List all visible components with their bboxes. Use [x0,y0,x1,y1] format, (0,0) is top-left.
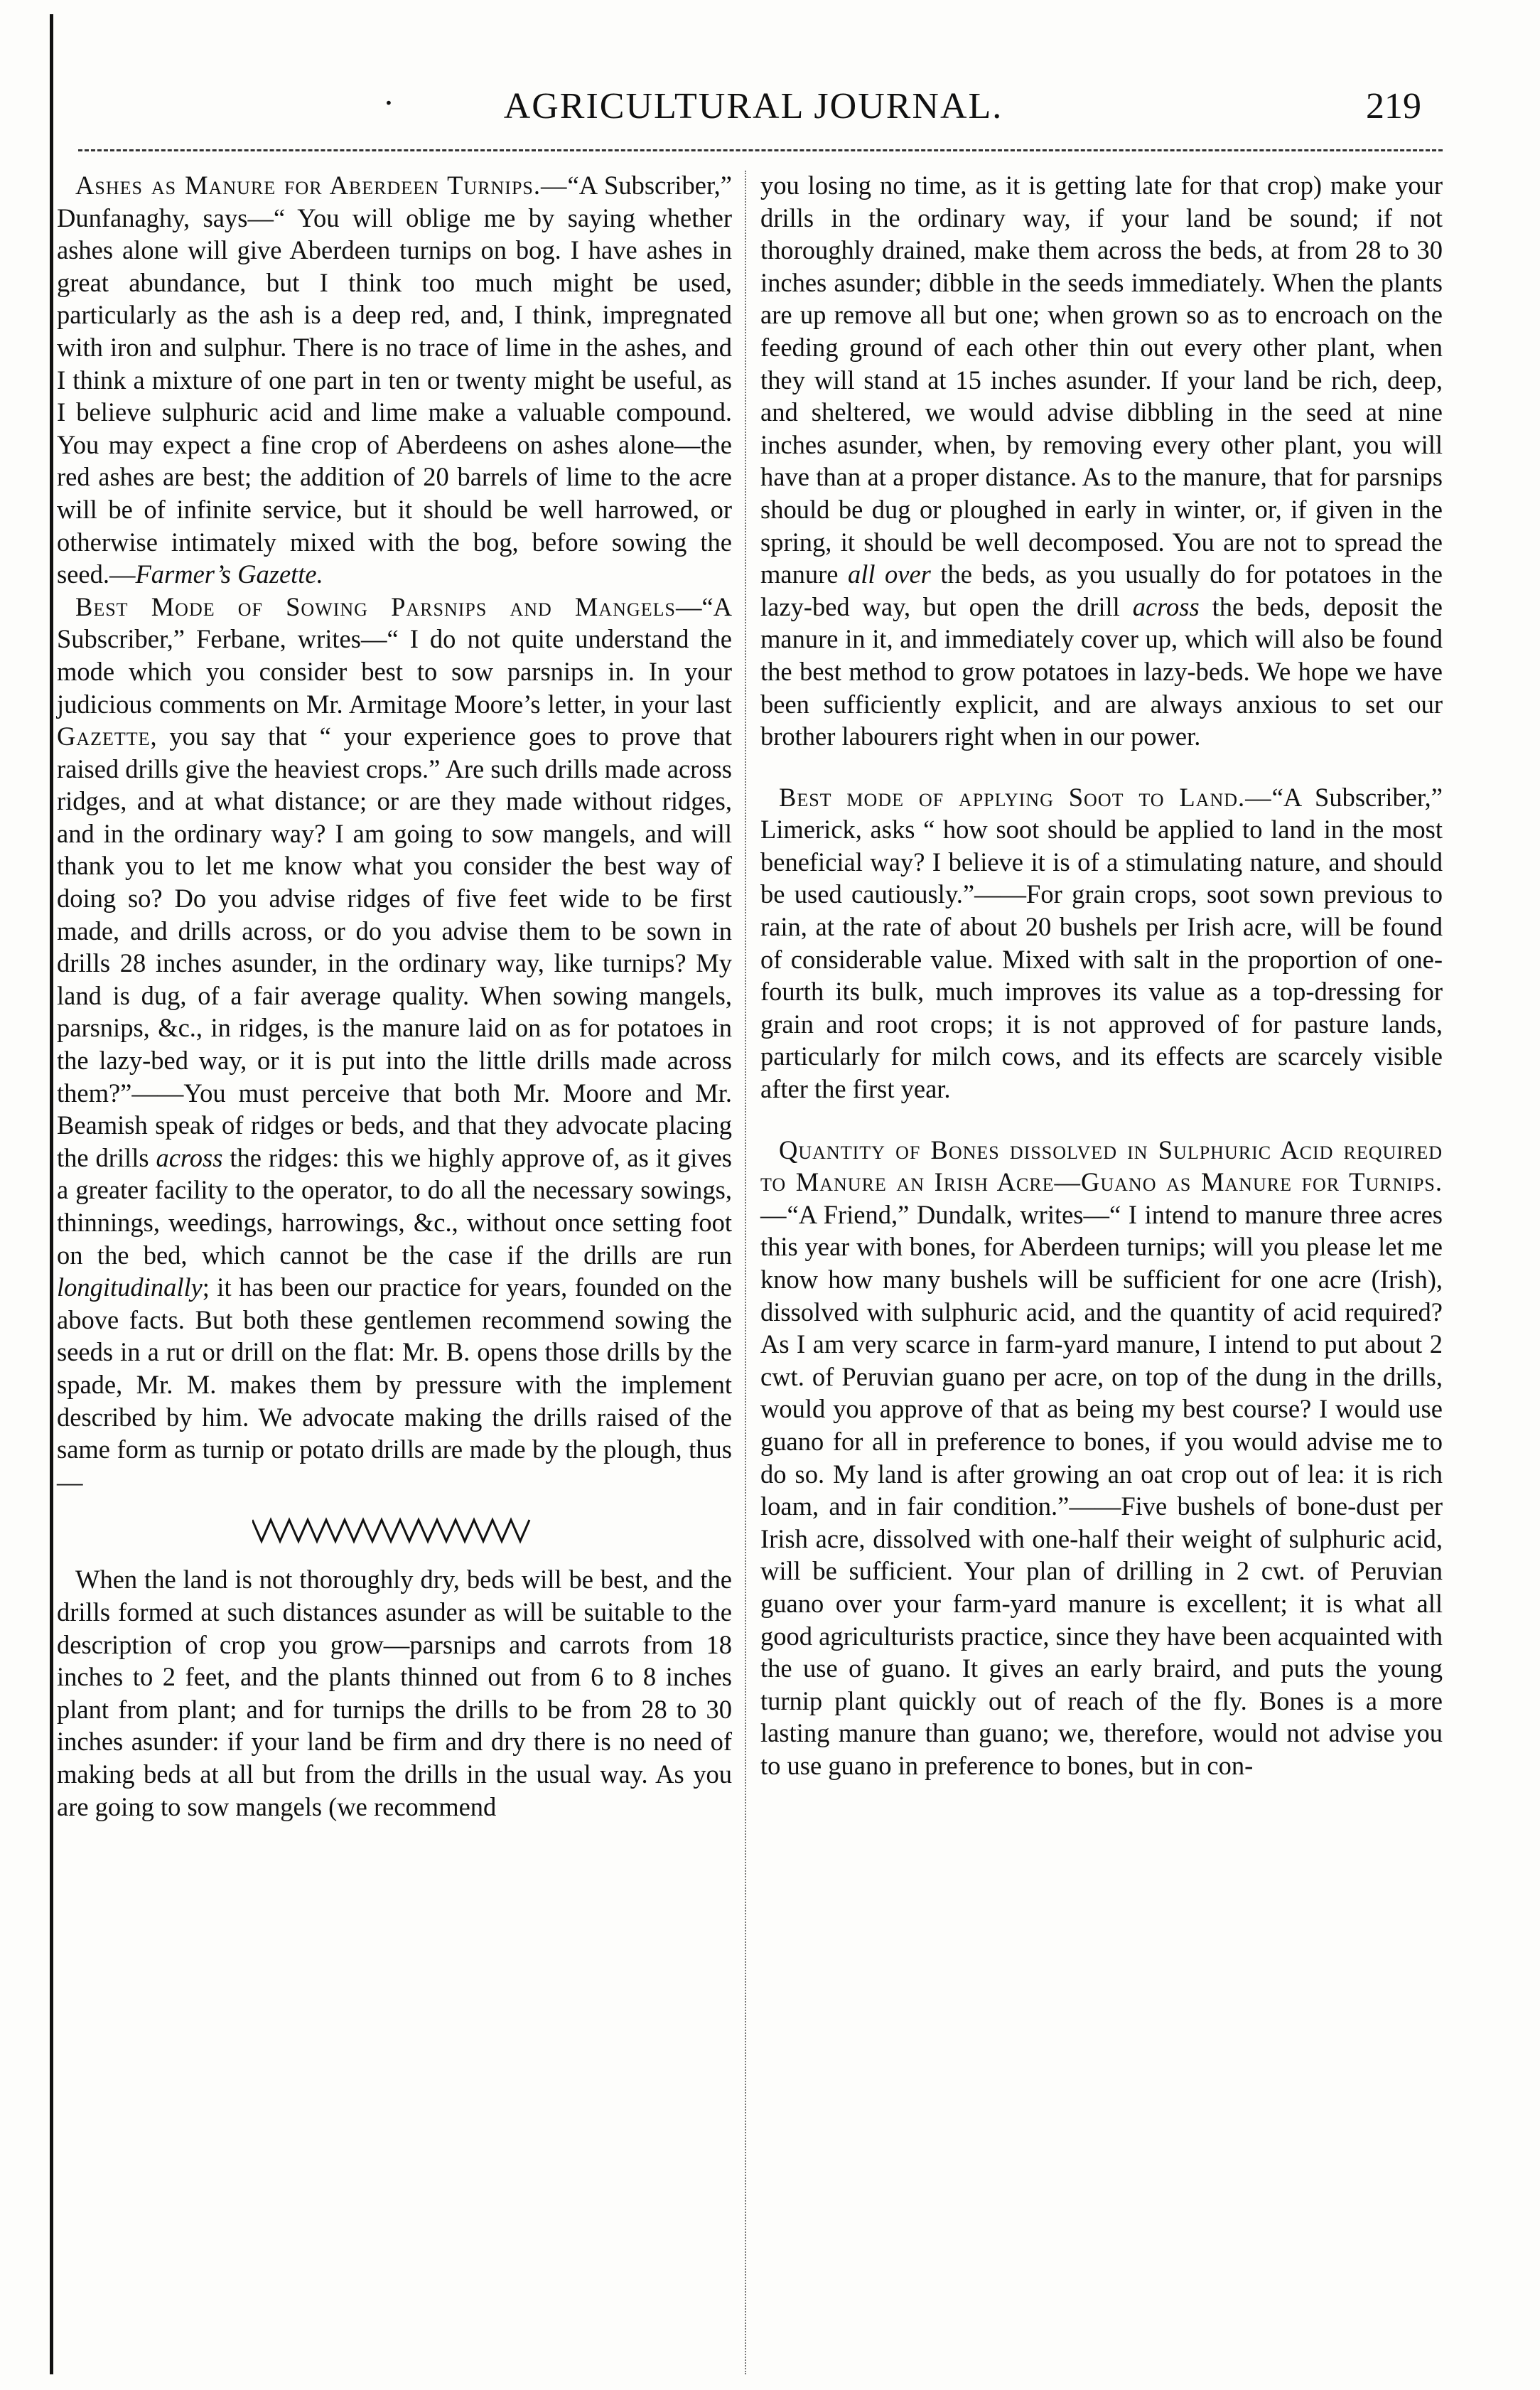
right-column [760,169,1443,1782]
gazette-reference: Gazette [57,722,151,751]
article-body: “A Subscriber,” Dunfanaghy, says—“ You will oblige me by saying whether ashes alone will give Aberdeen turnips on bog. I have ashes in great abundance, but I think too much might be used, particularly as the ash is a deep red, and, I think, impregnated with iron and sulphur. There is no trace of lime in the ashes, and I think a mixture of one part in ten or twenty might be useful, as I believe sulphuric acid and lime make a valuable compound. You may expect a fine crop of Aberdeens on ashes alone—the red ashes are best; the addition of 20 barrels of lime to the acre will be of infinite service, but it should be well harrowed, or otherwise intimately mixed with the bog, before sowing the seed.— [57,171,732,589]
header-rule [78,149,1443,151]
article-heading: Ashes as Manure for Aberdeen Turnips.— [75,171,568,200]
article-body: “A Friend,” Dundalk, writes—“ I intend to manure three acres this year with bones, for Aberdeen turnips; will you please let me know how many bushels will be sufficient for one acre (Irish), dissolved with sulphuric acid, and the quantity of acid required? As I am very scarce in farm-yard manure, I intend to put about 2 cwt. of Peruvian guano per acre, on top of the dung in the drills, would you approve of that as being my best course? I would use guano for all in preference to bones, if you would advise me to do so. My land is after growing an oat crop out of lea: it is rich loam, and in fair condition.”——Five bushels of bone-dust per Irish acre, dissolved with one-half their weight of sulphuric acid, will be sufficient. Your plan of drilling in 2 cwt. of Peruvian guano over your farm-yard manure is excellent; it is what all good agriculturists practice, since they have been acquainted with the use of guano. It gives an early braird, and puts the young turnip plant quickly out of reach of the fly. Bones is a more lasting manure than guano; we, therefore, would not advise you to use guano in preference to bones, but in con- [760,1199,1443,1780]
article-body: the beds, as you usually do for potatoes in the lazy-bed way, but open the drill [760,559,1443,621]
column-divider [745,171,746,2374]
page-header [64,78,1443,142]
article-body: When the land is not thoroughly dry, beds will be best, and the drills formed at such distances asunder as will be suitable to the description of crop you grow—parsnips and carrots from 18 inches to 2 feet, and the plants thinned out from 6 to 8 inches plant from plant; and for turnips the drills to be from 28 to 30 inches asunder: if your land be firm and dry there is no need of making beds at all but from the drills in the usual way. As you are going to sow mangels (we recommend [57,1565,732,1821]
drill-illustration [57,1516,732,1545]
emphasis-across: across [1132,591,1200,621]
page-number: 219 [1366,86,1421,127]
drill-zigzag-figure [252,1516,537,1545]
article-body: , you say that “ your experience goes to prove that raised drills give the heaviest crops.” Are such drills made across ridges, and at what distance; or are they made without ridges, and in the ordinary way? I am going to sow mangels, and will thank you to let me know what you consider the best way of doing so? Do you advise ridges of five feet wide to be first made, and drills across, or do you advise them to be sown in drills 28 inches asunder, in the ordinary way, like turnips? My land is dug, of a fair average quality. When sowing mangels, parsnips, &c., in ridges, is the manure laid on as for potatoes in the lazy-bed way, or it is put into the little drills made across them?”——You must perceive that both Mr. Moore and Mr. Beamish speak of ridges or beds, and that they advocate placing the drills [57,722,732,1172]
article-body: —“A Subscriber,” Ferbane, writes—“ I do not quite understand the mode which you consider best to sow parsnips in. In your judicious comments on Mr. Armitage Moore’s letter, in your last [57,591,732,719]
article-heading: Best mode of applying Soot to Land.— [779,782,1272,812]
binding-rule [50,14,53,2374]
article-parsnips-cont [57,1563,732,1823]
article-body: you losing no time, as it is getting late for that crop) make your drills in the ordinary way, if your land be sound; if not thoroughly drained, make them across the beds, at from 28 to 30 inches asunder; dibble in the seeds immediately. When the plants are up remove all but one; when grown so as to encroach on the feeding ground of each other thin out every other plant, when they will stand at 15 inches asunder. If your land be rich, deep, and sheltered, we would advise dibbling in the seed at nine inches asunder, when, by removing every other plant, you will have than at a proper distance. As to the manure, that for parsnips should be dug or ploughed in early in winter, or, if given in the spring, it should be well decomposed. You are not to spread the manure [760,171,1443,589]
article-body: the beds, deposit the manure in it, and immediately cover up, which will also be found the best method to grow potatoes in lazy-beds. We hope we have been sufficiently explicit, and are always anxious to set our brother labourers right when in our power. [760,591,1443,751]
header-dot: · [384,85,394,122]
article-soot [760,781,1443,1105]
article-bones [760,1134,1443,1782]
article-parsnips-end [760,169,1443,753]
article-parsnips [57,591,732,1499]
left-column [57,169,732,1823]
article-body: the ridges: this we highly approve of, as it gives a greater facility to the operator, to do all the necessary sowings, thinnings, weedings, harrowings, &c., without once setting foot on the bed, which cannot be the case if the drills are run [57,1142,733,1270]
article-body: ; it has been our practice for years, founded on the above facts. But both these gentlemen recommend sowing the seeds in a rut or drill on the flat: Mr. B. opens those drills by the spade, Mr. M. makes them by pressure with the implement described by him. We advocate making the drills raised of the same form as turnip or potato drills are made by the plough, thus— [57,1272,732,1496]
emphasis-all-over: all over [847,559,931,589]
article-body: “A Subscriber,” Limerick, asks “ how soot should be applied to land in the most beneficial way? I believe it is of a stimulating nature, and should be used cautiously.”——For grain crops, soot sown previous to rain, at the rate of about 20 bushels per Irish acre, will be found of considerable value. Mixed with salt in the proportion of one-fourth its bulk, much improves its value as a top-dressing for grain and root crops; it is not approved of for pasture lands, particularly for milch cows, and its effects are scarcely visible after the first year. [760,782,1443,1104]
article-source: Farmer’s Gazette. [135,559,323,589]
article-heading: Best Mode of Sowing Parsnips and Mangels [75,591,676,621]
article-ashes [57,169,732,591]
emphasis-longitudinally: longitudinally [57,1272,203,1302]
emphasis-across: across [156,1142,223,1172]
article-heading: Quantity of Bones dissolved in Sulphuric Acid required to Manure an Irish Acre—Guano as Manure for Turnips.— [760,1135,1443,1229]
running-title: AGRICULTURAL JOURNAL. [503,86,1003,127]
